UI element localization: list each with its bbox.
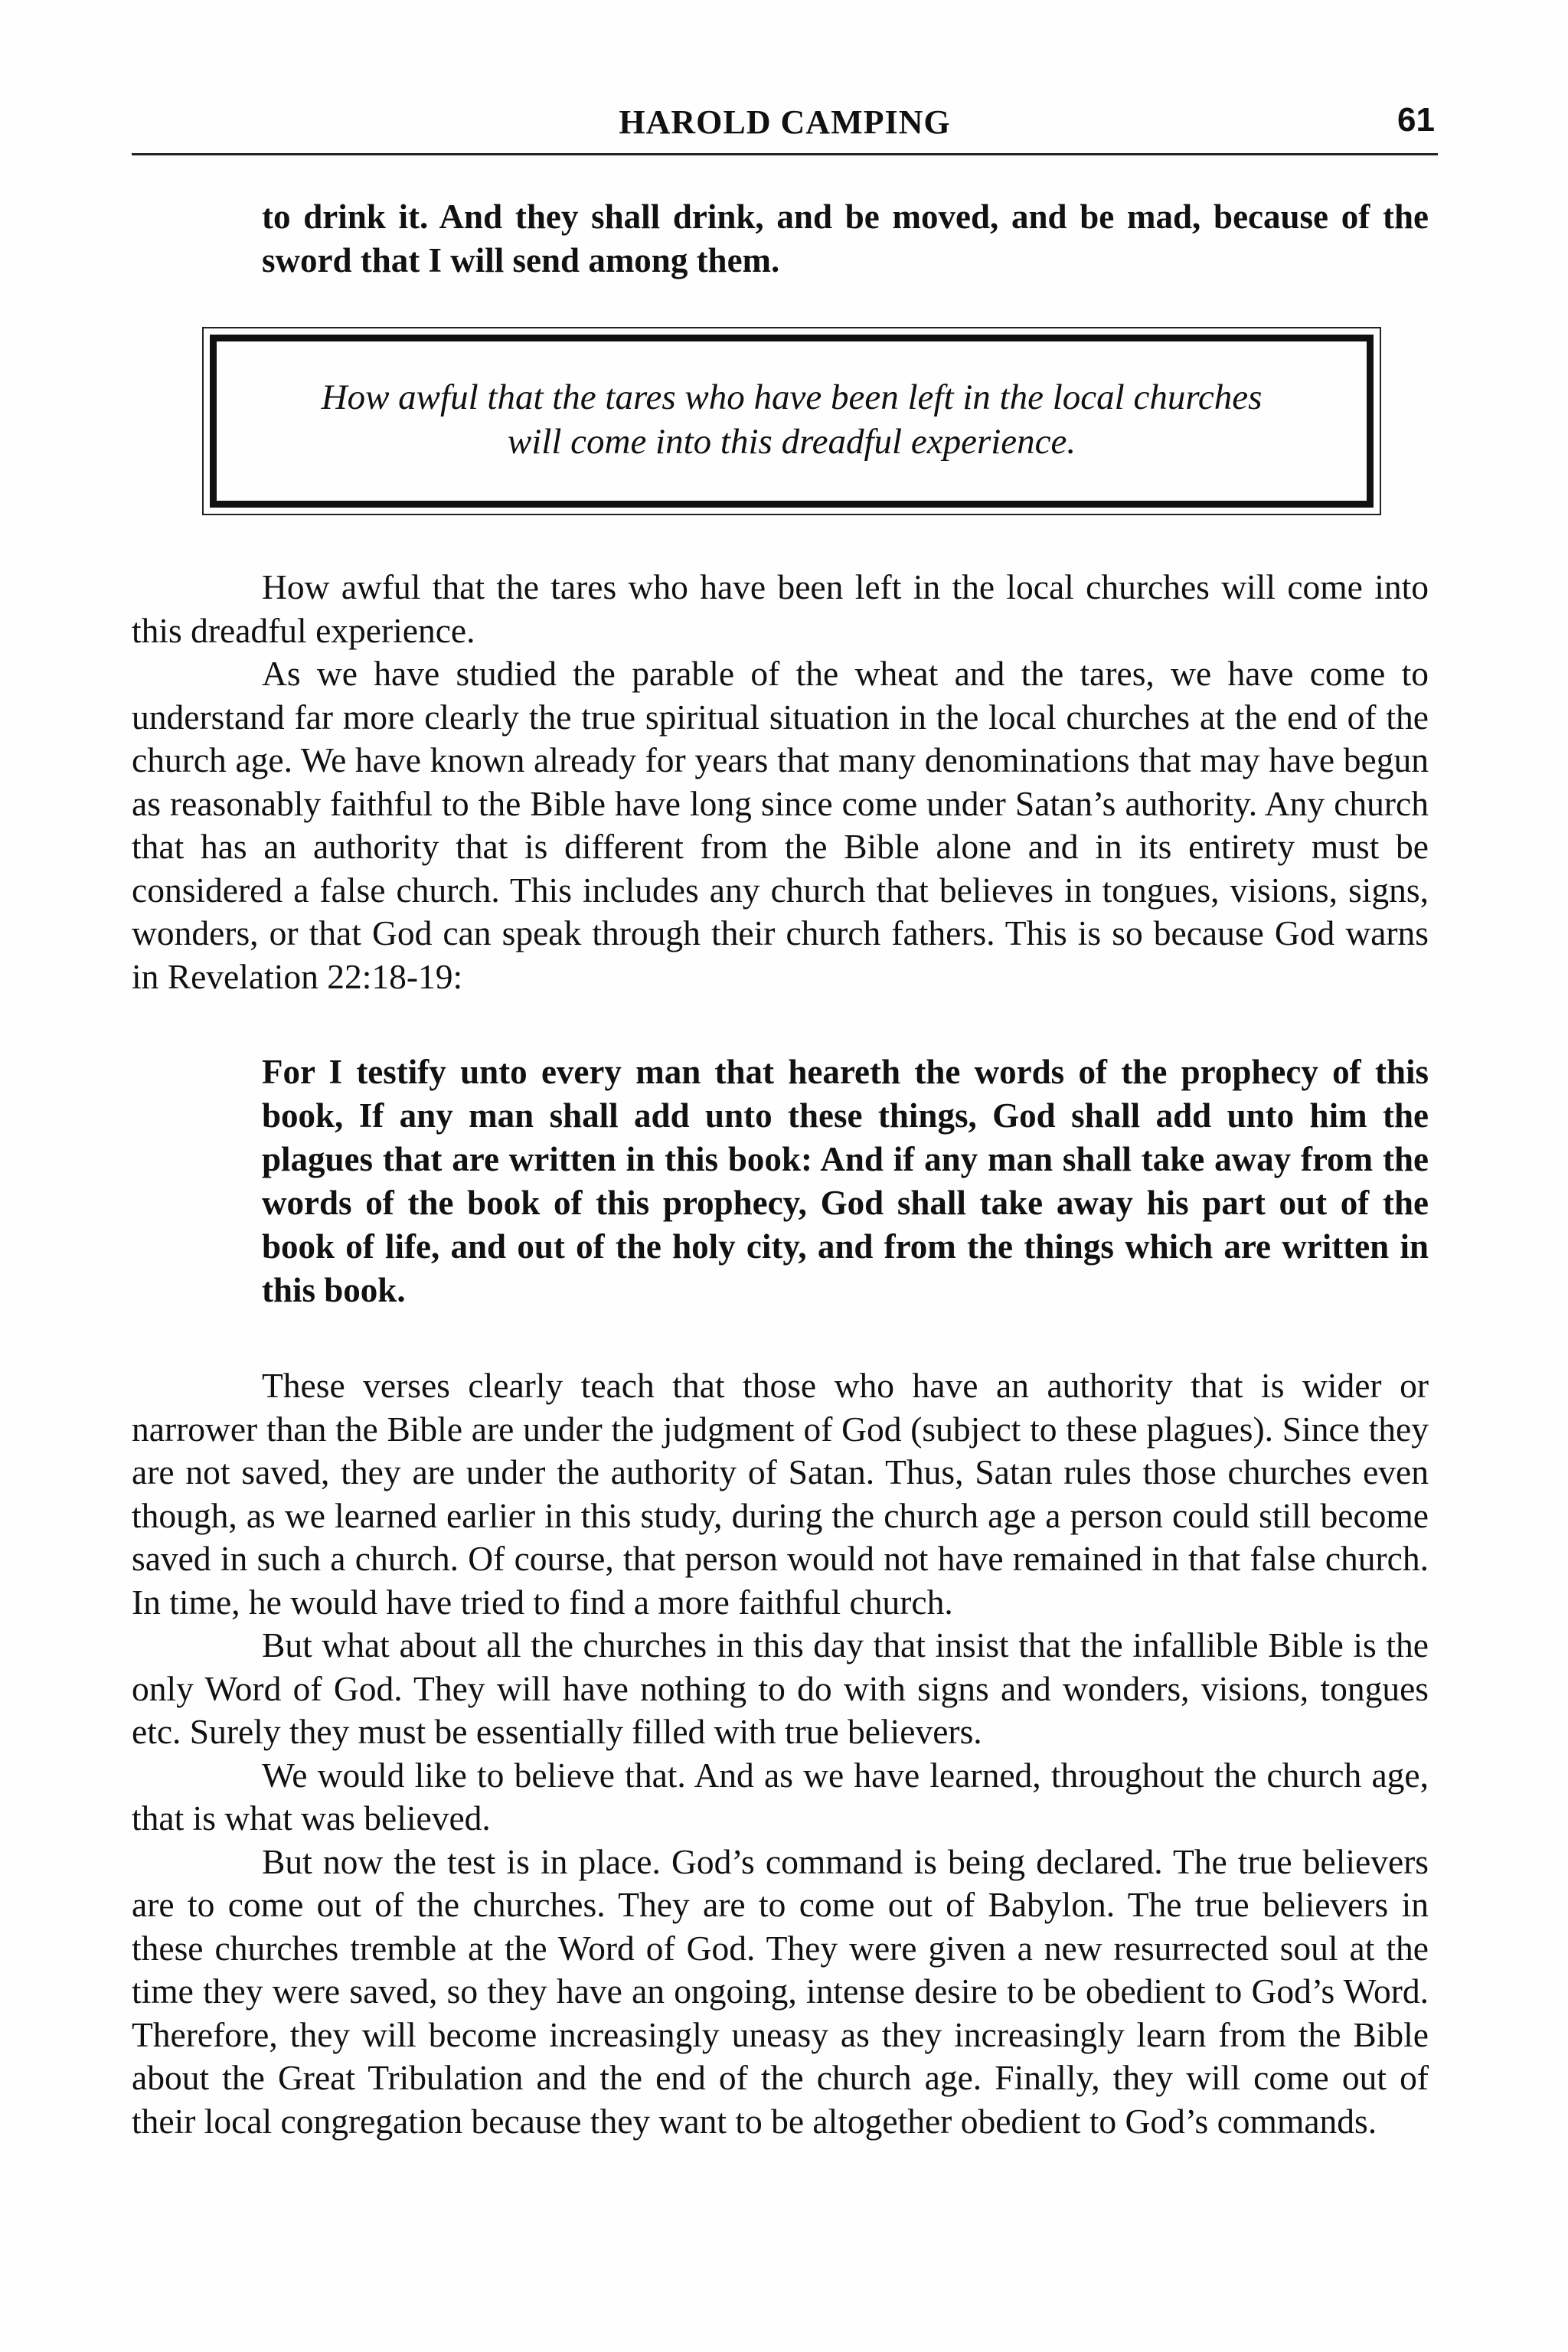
body-paragraph: We would like to believe that. And as we have learned, throughout the church age, that is what was believed. <box>132 1755 1429 1838</box>
body-paragraph: These verses clearly teach that those who have an authority that is wider or narrower than the Bible are under the judgment of God (subject to these plagues). Since they are not saved, they are under the authority of Satan. Thus, Satan rules those churches even though, as we learned earlier in this study, during the church age a person could still become saved in such a church. Of course, that person would not have remained in that false church. In time, he would have tried to find a more faithful church. <box>132 1366 1429 1622</box>
body-paragraph: But now the test is in place. God’s command is being declared. The true believers are to come out of the churches. They are to come out of Babylon. The true believers in these churches tremble at the Word of God. They were given a new resurrected soul at the time they were saved, so they have an ongoing, intense desire to be obedient to God’s Word. Therefore, they will become increasingly uneasy as they increasingly learn from the Bible about the Great Tribulation and the end of the church age. Finally, they will come out of their local congregation because they want to be altogether obedient to God’s commands. <box>132 1841 1429 2141</box>
page-content <box>132 195 1429 2143</box>
pull-quote-box <box>202 327 1381 515</box>
body-paragraph: But what about all the churches in this day that insist that the infallible Bible is the only Word of God. They will have nothing to do with signs and wonders, visions, tongues etc. Surely they must be essentially filled with true believers. <box>132 1625 1429 1751</box>
body-paragraph: How awful that the tares who have been left in the local churches will come into this dreadful experience. <box>132 567 1429 650</box>
page-number: 61 <box>1397 101 1435 139</box>
running-title: HAROLD CAMPING <box>619 103 951 141</box>
scripture-quote-continuation: to drink it. And they shall drink, and be moved, and be mad, because of the sword that I will send among them. <box>262 198 1429 279</box>
pull-quote-text: How awful that the tares who have been left in the local churches will come into this dreadful experience. <box>210 335 1374 508</box>
body-paragraph: As we have studied the parable of the wheat and the tares, we have come to understand far more clearly the true spiritual situation in the local churches at the end of the church age. We have known already for years that many denominations that may have begun as reasonably faithful to the Bible have long since come under Satan’s authority. Any church that has an authority that is different from the Bible alone and in its entirety must be considered a false church. This includes any church that believes in tongues, visions, signs, wonders, or that God can speak through their church fathers. This is so because God warns in Revelation 22:18-19: <box>132 654 1429 996</box>
running-header <box>132 98 1438 155</box>
scripture-quote-revelation: For I testify unto every man that heareth the words of the prophecy of this book, If any man shall add unto these things, God shall add unto him the plagues that are written in this book: And if any man shall take away from the words of the book of this prophecy, God shall take away his part out of the book of life, and out of the holy city, and from the things which are written in this book. <box>262 1053 1429 1309</box>
